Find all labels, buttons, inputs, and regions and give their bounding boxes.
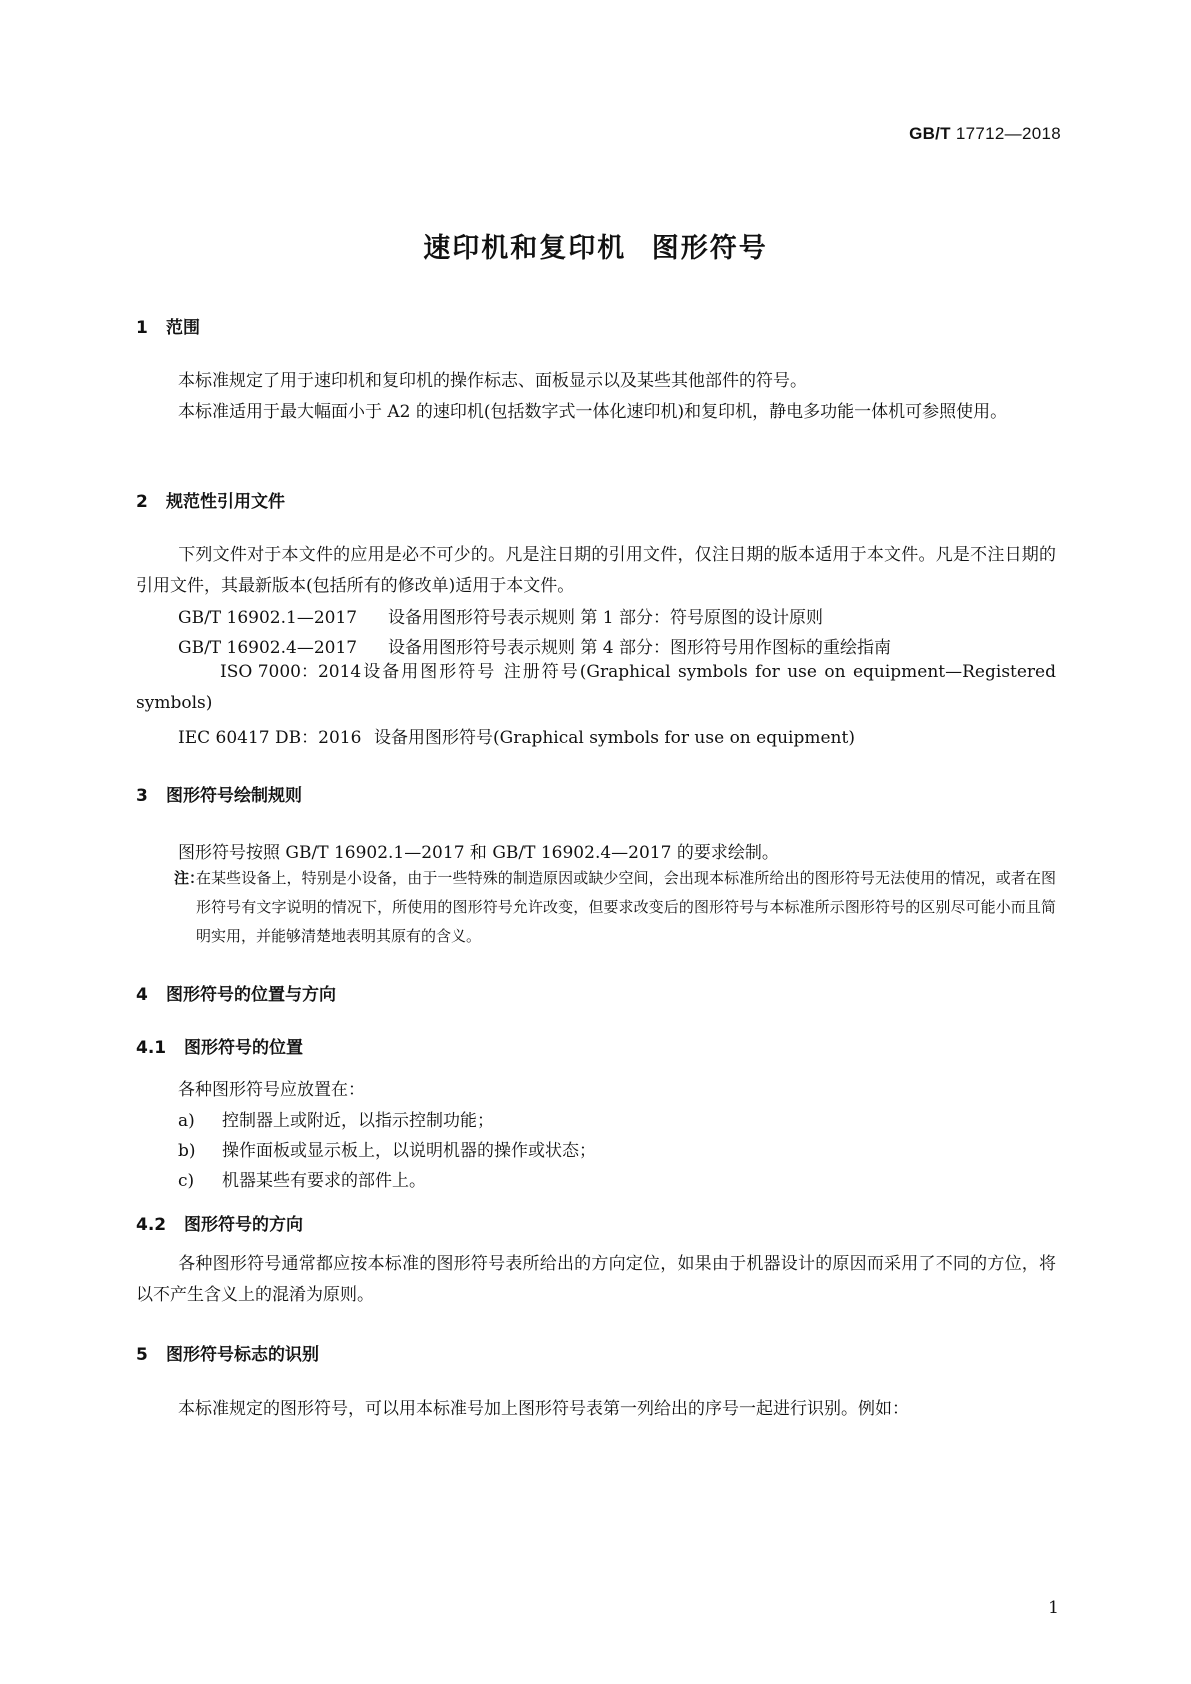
section-heading-3 xyxy=(136,781,302,806)
section-number: 3 xyxy=(136,786,148,806)
paragraph: 本标准规定了用于速印机和复印机的操作标志、面板显示以及某些其他部件的符号。 xyxy=(178,371,807,391)
reference-title: 设备用图形符号 注册符号(Graphical symbols for use on equipment—Registered symbols) xyxy=(136,662,1056,713)
paragraph: 本标准规定的图形符号，可以用本标准号加上图形符号表第一列给出的序号一起进行识别。例如： xyxy=(178,1399,909,1419)
section-number: 4.1 xyxy=(136,1038,167,1058)
list-item: c) 机器某些有要求的部件上。 xyxy=(178,1171,426,1191)
section-heading-2 xyxy=(136,487,285,512)
section-title: 规范性引用文件 xyxy=(166,492,285,512)
subsection-heading-4-2 xyxy=(136,1210,303,1235)
list-label: a) xyxy=(178,1111,195,1131)
reference-code: GB/T 16902.1—2017 xyxy=(178,608,358,628)
reference-item xyxy=(136,657,1056,719)
list-item: a) 控制器上或附近，以指示控制功能； xyxy=(178,1111,494,1131)
standard-number xyxy=(909,124,1061,144)
paragraph: 图形符号按照 GB/T 16902.1—2017 和 GB/T 16902.4—2017 的要求绘制。 xyxy=(178,843,779,863)
list-label: c) xyxy=(178,1171,195,1191)
list-item: b) 操作面板或显示板上，以说明机器的操作或状态； xyxy=(178,1141,596,1161)
section-heading-4 xyxy=(136,980,336,1005)
reference-item xyxy=(178,603,823,628)
reference-code: IEC 60417 DB：2016 xyxy=(178,728,362,748)
section-title: 图形符号的方向 xyxy=(184,1215,303,1235)
standard-prefix: GB/T xyxy=(909,124,951,143)
section-number: 2 xyxy=(136,492,148,512)
paragraph: 本标准适用于最大幅面小于 A2 的速印机(包括数字式一体化速印机)和复印机，静电多功能一体机可参照使用。 xyxy=(178,402,1008,422)
subsection-heading-4-1 xyxy=(136,1033,303,1058)
paragraph: 各种图形符号应放置在： xyxy=(178,1080,365,1100)
note-label: 注： xyxy=(174,869,205,887)
reference-code: GB/T 16902.4—2017 xyxy=(178,638,358,658)
reference-item xyxy=(178,633,891,658)
document-title: 速印机和复印机 图形符号 xyxy=(423,233,768,264)
note-text: 在某些设备上，特别是小设备，由于一些特殊的制造原因或缺少空间，会出现本标准所给出的图形符号无法使用的情况，或者在图形符号有文字说明的情况下，所使用的图形符号允许改变，但要求改变后的图形符号与本标准所示图形符号的区别尽可能小而且简明实用，并能够清楚地表明其原有的含义。 xyxy=(196,869,1056,945)
reference-title: 设备用图形符号(Graphical symbols for use on equipment) xyxy=(374,728,855,748)
list-label: b) xyxy=(178,1141,196,1161)
paragraph: 各种图形符号通常都应按本标准的图形符号表所给出的方向定位，如果由于机器设计的原因而采用了不同的方位，将以不产生含义上的混淆为原则。 xyxy=(136,1254,1056,1305)
reference-title: 设备用图形符号表示规则 第 1 部分：符号原图的设计原则 xyxy=(388,608,824,628)
standard-code: 17712—2018 xyxy=(955,124,1061,143)
paragraph: 下列文件对于本文件的应用是必不可少的。凡是注日期的引用文件，仅注日期的版本适用于本文件。凡是不注日期的引用文件，其最新版本(包括所有的修改单)适用于本文件。 xyxy=(136,545,1056,596)
section-title: 图形符号的位置 xyxy=(184,1038,303,1058)
section-number: 4.2 xyxy=(136,1215,167,1235)
page-number: 1 xyxy=(1048,1598,1059,1618)
note xyxy=(174,864,1056,954)
section-number: 5 xyxy=(136,1345,148,1365)
section-heading-5 xyxy=(136,1340,319,1365)
section-title: 图形符号绘制规则 xyxy=(166,786,302,806)
reference-item xyxy=(178,723,855,748)
section-number: 1 xyxy=(136,318,148,338)
section-title: 范围 xyxy=(166,318,200,338)
section-heading-1 xyxy=(136,313,200,338)
section-title: 图形符号的位置与方向 xyxy=(166,985,336,1005)
reference-code: ISO 7000：2014 xyxy=(220,662,362,682)
reference-title: 设备用图形符号表示规则 第 4 部分：图形符号用作图标的重绘指南 xyxy=(388,638,892,658)
section-title: 图形符号标志的识别 xyxy=(166,1345,319,1365)
section-number: 4 xyxy=(136,985,148,1005)
